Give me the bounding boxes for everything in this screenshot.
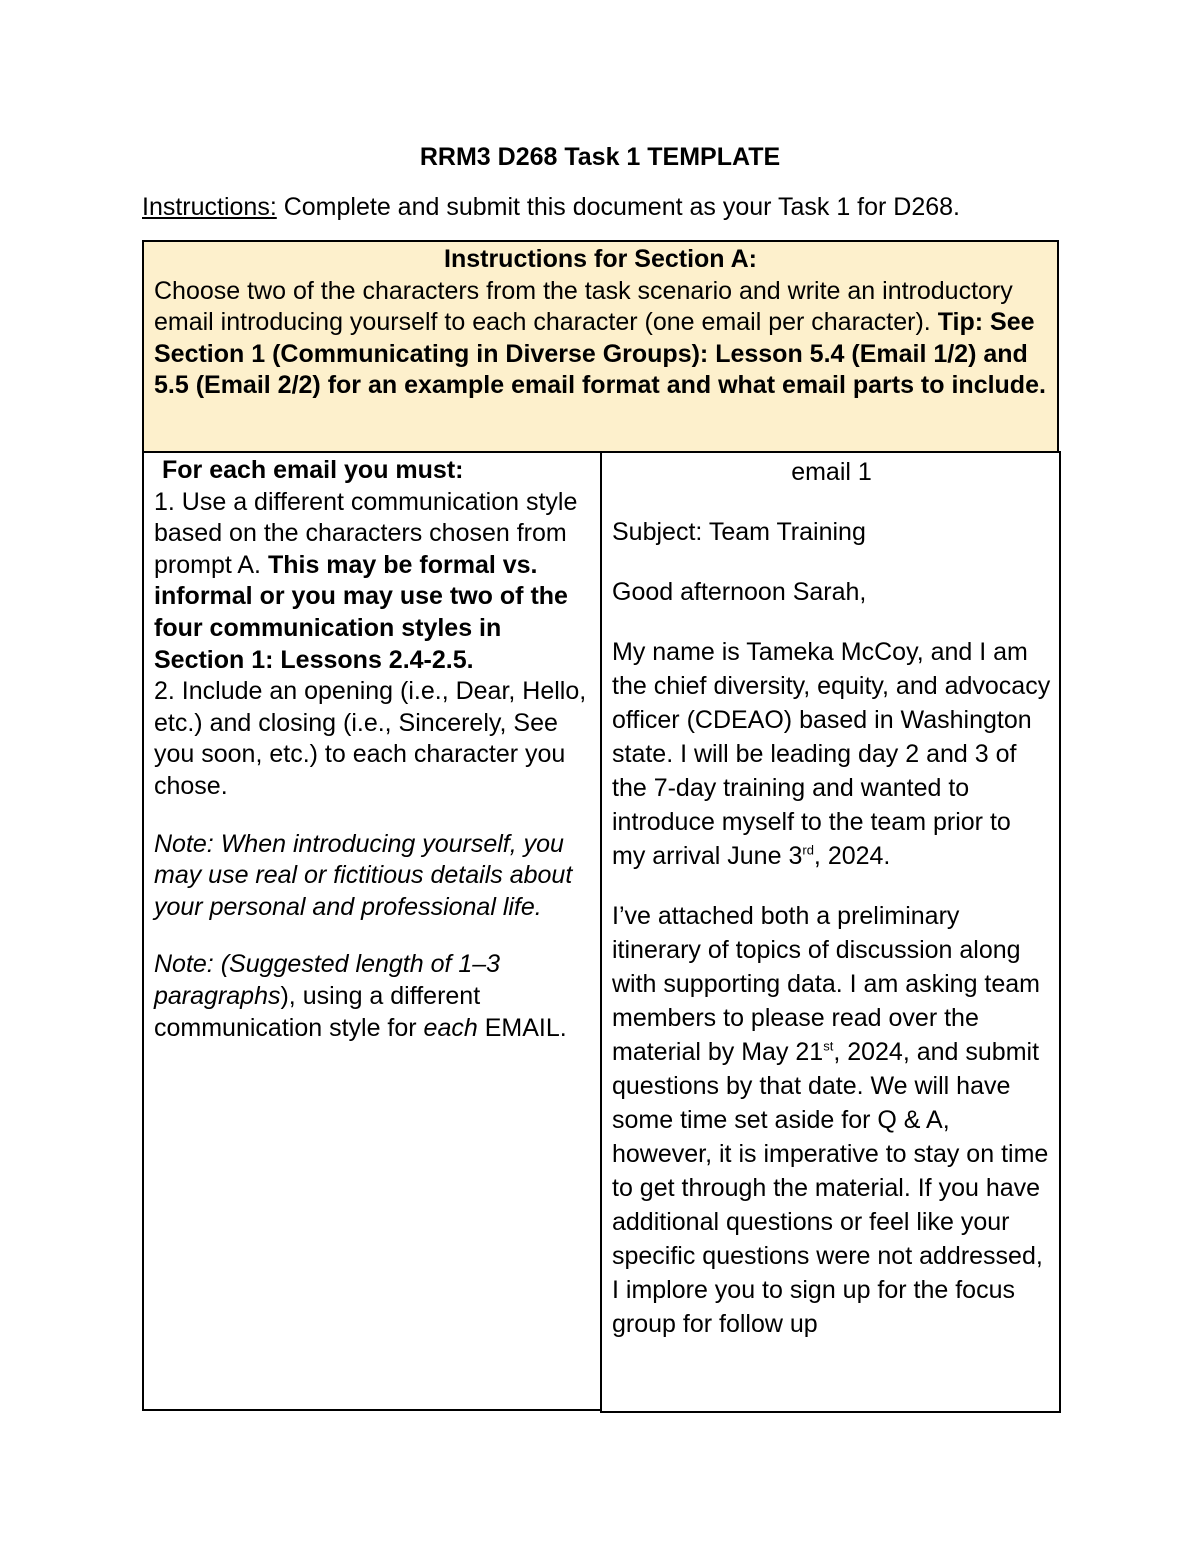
note-2-italic: Suggested length of 1–3 paragraphs [154, 950, 501, 1010]
email-1-cell [600, 453, 1061, 1413]
email-1-label: email 1 [791, 458, 872, 486]
email-1-greeting: Good afternoon Sarah, [612, 578, 867, 606]
instructions-text: Complete and submit this document as your Task 1 for D268. [276, 193, 960, 221]
email-1-subject: Subject: Team Training [612, 518, 866, 546]
note-2-each: each [423, 1013, 478, 1042]
note-2-end: EMAIL. [477, 1013, 567, 1042]
email-1-paragraph-1-text: My name is Tameka McCoy, and I am the chief diversity, equity, and advocacy officer (CDEAO) based in Washington state. I will be leading day 2 and 3 of the 7-day training and wanted to introduce myself to the team prior to my arrival June 3 [612, 638, 1051, 870]
email-table [142, 451, 1061, 1411]
requirement-item-2: 2. Include an opening (i.e., Dear, Hello, etc.) and closing (i.e., Sincerely, See you soon, etc.) to each character you chose. [154, 677, 587, 800]
section-a-instructions-box [142, 240, 1059, 451]
email-1-paragraph-1-end: , 2024. [813, 842, 891, 870]
section-a-body [154, 276, 1047, 402]
note-2-prefix: Note: ( [154, 950, 230, 979]
requirement-item-1-bold: This may be formal vs. informal or you may use two of the four communication styles in Section 1: Lessons 2.4-2.5. [154, 550, 568, 674]
note-1 [154, 829, 594, 924]
email-1-paragraph-2-sup: st [823, 1038, 834, 1054]
requirement-item-1-text: 1. Use a different communication style based on the characters chosen from prompt A. [154, 487, 578, 579]
requirements-heading: For each email you must: [162, 456, 464, 484]
requirements-cell [142, 453, 602, 1411]
email-1-paragraph-2 [612, 899, 1051, 1341]
instructions-label: Instructions: [142, 193, 277, 221]
email-1-paragraph-1-sup: rd [802, 842, 814, 858]
email-1-paragraph-2-end: , 2024, and submit questions by that date. We will have some time set aside for Q & A, however, it is imperative to stay on time to get through the material. If you have additional questions or feel like your specific questions were not addressed, I implore you to sign up for the focus group for follow up [612, 1038, 1049, 1338]
note-2 [154, 949, 594, 1044]
note-2-mid: ), using a different communication style for [154, 981, 481, 1042]
document-title: RRM3 D268 Task 1 TEMPLATE [419, 143, 781, 171]
section-a-body-text: Choose two of the characters from the task scenario and write an introductory email introducing yourself to each character (one email per character). [154, 276, 1013, 336]
section-a-heading: Instructions for Section A: [444, 245, 757, 273]
section-a-tip: Tip: See Section 1 (Communicating in Diverse Groups): Lesson 5.4 (Email 1/2) and 5.5 (Email 2/2) for an example email format and what email parts to include. [154, 308, 1046, 399]
instructions-line [142, 190, 960, 224]
note-1-text: Note: When introducing yourself, you may use real or fictitious details about your personal and professional life. [154, 829, 573, 921]
email-1-paragraph-1 [612, 635, 1051, 873]
requirement-item-1 [154, 487, 594, 677]
email-1-paragraph-2-text: I’ve attached both a preliminary itinerary of topics of discussion along with supporting data. I am asking team members to please read over the material by May 21 [612, 902, 1041, 1066]
